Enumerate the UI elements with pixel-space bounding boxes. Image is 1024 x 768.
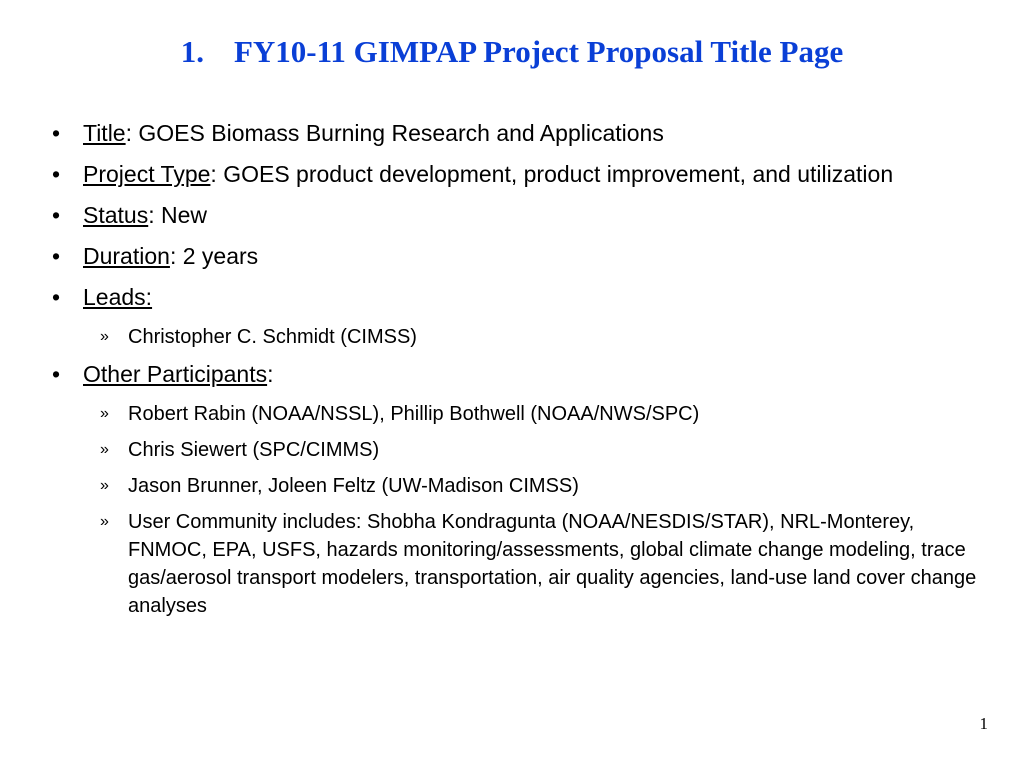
page-number: 1 xyxy=(979,714,988,733)
slide-title xyxy=(0,34,1024,70)
bullet-other-participants xyxy=(48,359,988,390)
title-number: 1. xyxy=(180,34,204,69)
sub-item-text: User Community includes: Shobha Kondragunta (NOAA/NESDIS/STAR), NRL-Monterey, FNMOC, EPA, USFS, hazards monitoring/assessments, global climate change modeling, trace gas/aerosol transport modelers, transportation, air quality agencies, land-use land cover change analyses xyxy=(128,511,977,617)
bullet-value: : 2 years xyxy=(169,243,259,269)
sub-item-text: Jason Brunner, Joleen Feltz (UW-Madison CIMSS) xyxy=(128,475,579,497)
list-item xyxy=(48,472,988,500)
bullet-value: : GOES product development, product improvement, and utilization xyxy=(210,161,894,187)
bullet-duration xyxy=(48,241,988,272)
bullet-key: Project Type xyxy=(83,161,211,187)
bullet-leads xyxy=(48,282,988,313)
bullet-title xyxy=(48,118,988,149)
title-text: FY10-11 GIMPAP Project Proposal Title Page xyxy=(233,34,844,69)
list-item xyxy=(48,436,988,464)
bullet-value: : GOES Biomass Burning Research and Applications xyxy=(125,120,664,146)
bullet-dot-icon: • xyxy=(52,120,61,146)
bullet-key: Title xyxy=(83,120,126,146)
bullet-dot-icon: • xyxy=(52,284,61,310)
list-item xyxy=(48,323,988,351)
bullet-key: Other Participants xyxy=(83,361,268,387)
bullet-key: Duration xyxy=(83,243,170,269)
double-chevron-icon: » xyxy=(100,328,109,345)
double-chevron-icon: » xyxy=(100,405,109,422)
list-item xyxy=(48,508,988,620)
bullet-list xyxy=(48,118,988,628)
bullet-value: : New xyxy=(148,202,208,228)
sub-item-text: Robert Rabin (NOAA/NSSL), Phillip Bothwell (NOAA/NWS/SPC) xyxy=(128,403,700,425)
leads-list xyxy=(48,323,988,351)
bullet-dot-icon: • xyxy=(52,243,61,269)
bullet-dot-icon: • xyxy=(52,161,61,187)
double-chevron-icon: » xyxy=(100,513,109,530)
bullet-dot-icon: • xyxy=(52,202,61,228)
list-item xyxy=(48,400,988,428)
bullet-dot-icon: • xyxy=(52,361,61,387)
bullet-project-type xyxy=(48,159,988,190)
sub-item-text: Christopher C. Schmidt (CIMSS) xyxy=(128,326,417,348)
bullet-status xyxy=(48,200,988,231)
participants-list xyxy=(48,400,988,620)
sub-item-text: Chris Siewert (SPC/CIMMS) xyxy=(128,439,380,461)
double-chevron-icon: » xyxy=(100,441,109,458)
bullet-key: Status xyxy=(83,202,149,228)
double-chevron-icon: » xyxy=(100,477,109,494)
bullet-value: : xyxy=(267,361,274,387)
bullet-key: Leads: xyxy=(83,284,153,310)
